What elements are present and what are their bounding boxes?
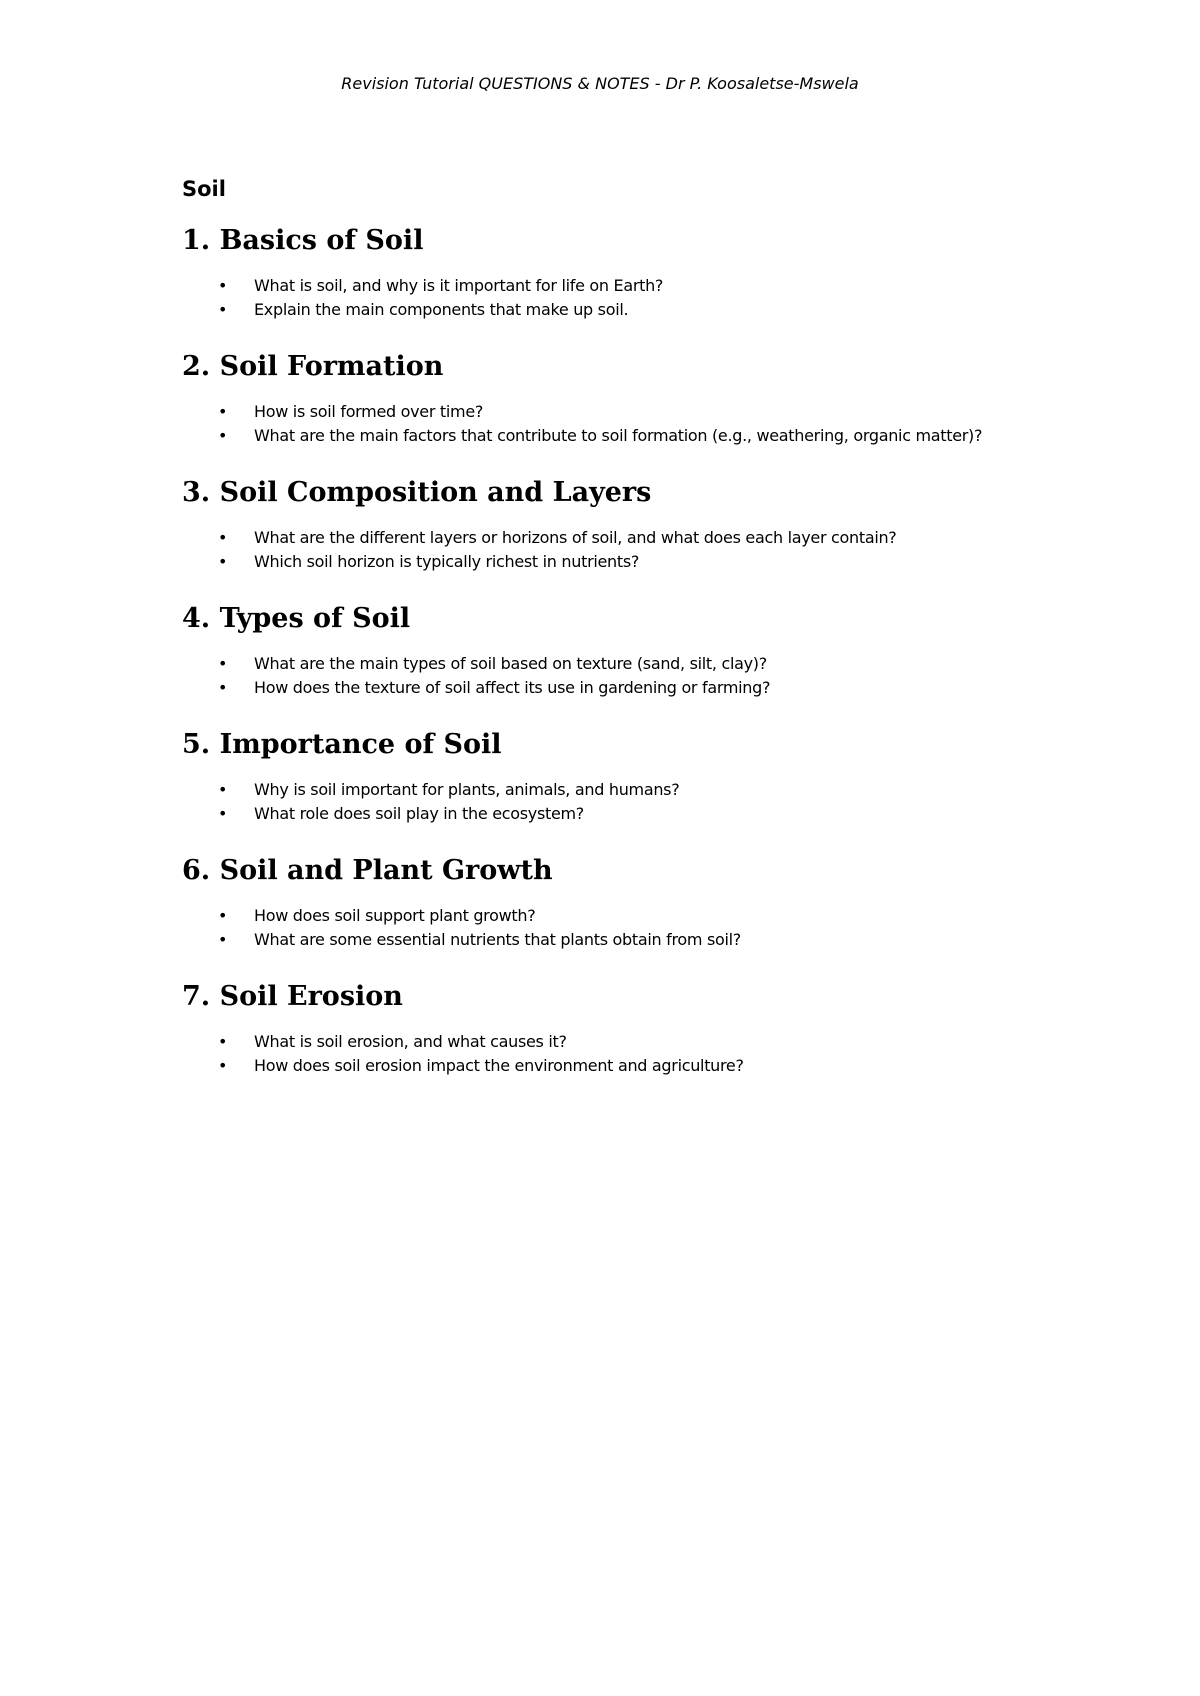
bullet-icon: •	[218, 276, 228, 295]
list-item	[182, 298, 1002, 322]
question-list	[182, 400, 1002, 448]
section-soil-formation	[182, 350, 1002, 448]
bullet-icon: •	[218, 930, 228, 949]
section-types-of-soil	[182, 602, 1002, 700]
question-text: What is soil erosion, and what causes it?	[254, 1032, 567, 1051]
list-item	[182, 274, 1002, 298]
section-soil-composition-and-layers	[182, 476, 1002, 574]
list-item	[182, 676, 1002, 700]
document-body	[182, 176, 1002, 1106]
question-text: What are the main factors that contribute to soil formation (e.g., weathering, organic matter)?	[254, 426, 983, 445]
bullet-icon: •	[218, 426, 228, 445]
bullet-icon: •	[218, 1056, 228, 1075]
question-list	[182, 904, 1002, 952]
question-text: How does soil support plant growth?	[254, 906, 536, 925]
question-text: How does soil erosion impact the environment and agriculture?	[254, 1056, 744, 1075]
question-list	[182, 274, 1002, 322]
list-item	[182, 652, 1002, 676]
list-item	[182, 904, 1002, 928]
bullet-icon: •	[218, 678, 228, 697]
list-item	[182, 526, 1002, 550]
list-item	[182, 1054, 1002, 1078]
list-item	[182, 802, 1002, 826]
list-item	[182, 1030, 1002, 1054]
question-text: What is soil, and why is it important for life on Earth?	[254, 276, 664, 295]
question-text: What role does soil play in the ecosystem?	[254, 804, 584, 823]
bullet-icon: •	[218, 528, 228, 547]
question-text: Why is soil important for plants, animals, and humans?	[254, 780, 680, 799]
question-text: How is soil formed over time?	[254, 402, 484, 421]
bullet-icon: •	[218, 654, 228, 673]
bullet-icon: •	[218, 402, 228, 421]
bullet-icon: •	[218, 300, 228, 319]
page-header: Revision Tutorial QUESTIONS & NOTES - Dr P. Koosaletse-Mswela	[341, 74, 859, 93]
section-heading: 6. Soil and Plant Growth	[182, 855, 553, 886]
section-soil-erosion	[182, 980, 1002, 1078]
question-text: How does the texture of soil affect its use in gardening or farming?	[254, 678, 771, 697]
bullet-icon: •	[218, 780, 228, 799]
section-soil-and-plant-growth	[182, 854, 1002, 952]
bullet-icon: •	[218, 1032, 228, 1051]
section-heading: 3. Soil Composition and Layers	[182, 477, 652, 508]
bullet-icon: •	[218, 552, 228, 571]
section-heading: 4. Types of Soil	[182, 603, 411, 634]
document-title: Soil	[182, 177, 226, 201]
section-heading: 5. Importance of Soil	[182, 729, 502, 760]
section-heading: 2. Soil Formation	[182, 351, 444, 382]
question-list	[182, 652, 1002, 700]
bullet-icon: •	[218, 804, 228, 823]
question-list	[182, 526, 1002, 574]
list-item	[182, 928, 1002, 952]
list-item	[182, 550, 1002, 574]
list-item	[182, 400, 1002, 424]
question-text: What are the different layers or horizons of soil, and what does each layer contain?	[254, 528, 897, 547]
list-item	[182, 778, 1002, 802]
list-item	[182, 424, 1002, 448]
section-heading: 1. Basics of Soil	[182, 225, 424, 256]
bullet-icon: •	[218, 906, 228, 925]
question-list	[182, 778, 1002, 826]
question-text: Explain the main components that make up soil.	[254, 300, 629, 319]
question-text: What are some essential nutrients that plants obtain from soil?	[254, 930, 741, 949]
section-heading: 7. Soil Erosion	[182, 981, 403, 1012]
question-text: Which soil horizon is typically richest in nutrients?	[254, 552, 640, 571]
section-basics-of-soil	[182, 224, 1002, 322]
question-list	[182, 1030, 1002, 1078]
question-text: What are the main types of soil based on texture (sand, silt, clay)?	[254, 654, 767, 673]
section-importance-of-soil	[182, 728, 1002, 826]
